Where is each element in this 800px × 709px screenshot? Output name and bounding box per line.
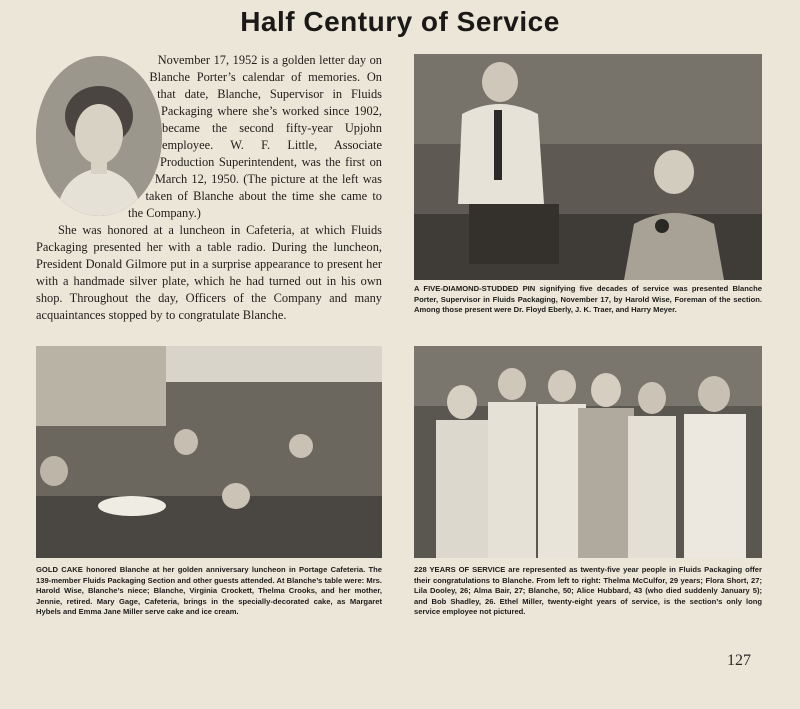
caption-cake bbox=[36, 565, 382, 618]
photo-228-years bbox=[414, 346, 762, 558]
intro-paragraph-2: She was honored at a luncheon in Cafeteria, at which Fluids Packaging presented her with a table radio. During the luncheon, President Donald Gilmore put in a surprise appearance to present her with a handmade silver plate, which he had turned out in his own shop. Throughout the day, Officers of the Company and many acquaintances stopped by to congratulate Blanche. bbox=[36, 223, 382, 322]
intro-text bbox=[36, 52, 382, 332]
photo-gold-cake bbox=[36, 346, 382, 558]
caption-pin-text: signifying five decades of service was presented Blanche Porter, Supervisor in Fluids Packaging, November 17, by Harold Wise, Foreman of the section. Among those present were Dr. Floyd Eberly, J. K. Traer, and Harry Meyer. bbox=[414, 284, 762, 315]
photo-pin-presentation bbox=[414, 54, 762, 280]
page-number: 127 bbox=[727, 652, 751, 669]
caption-pin-lead: A FIVE-DIAMOND-STUDDED PIN bbox=[414, 284, 536, 293]
caption-years-text: are represented as twenty-five year people in Fluids Packaging offer their congratulations to Blanche. From left to right: Thelma McCulfor, 29 years; Flora Short, 27; Lila Dooley, 26; Alma Bair, 27; Blanche, 50; Alice Hubbard, 43 (who died suddenly January 5); and Bob Shadley, 26. Ethel Miller, twenty-eight years of service, is the section’s only long service employee not pictured. bbox=[414, 565, 762, 617]
intro-paragraph-1: November 17, 1952 is a golden letter day on Blanche Porter’s calendar of memories. On that date, Blanche, Supervisor in Fluids Packaging where she’s worked since 1902, became the second fifty-year Upjohn employee. W. F. Little, Associate Production Superintendent, was the first on March 12, 1950. (The picture at the left was taken of Blanche about the time she came to the Company.) bbox=[128, 53, 382, 220]
caption-years-lead: 228 YEARS OF SERVICE bbox=[414, 565, 506, 574]
caption-pin bbox=[414, 284, 762, 316]
caption-cake-lead: GOLD CAKE bbox=[36, 565, 83, 574]
page-title: Half Century of Service bbox=[240, 6, 560, 37]
caption-years bbox=[414, 565, 762, 618]
caption-cake-text: honored Blanche at her golden anniversary luncheon in Portage Cafeteria. The 139-member Fluids Packaging Section and other guests attended. At Blanche’s table were: Mrs. Harold Wise, Blanche’s niece; Blanche, Virginia Crockett, Thelma Crooks, and her mother, Jennie, retired. Mary Gage, Cafeteria, brings in the specially-decorated cake, as Margaret Hybels and Emma Jane Miller serve cake and ice cream. bbox=[36, 565, 383, 617]
